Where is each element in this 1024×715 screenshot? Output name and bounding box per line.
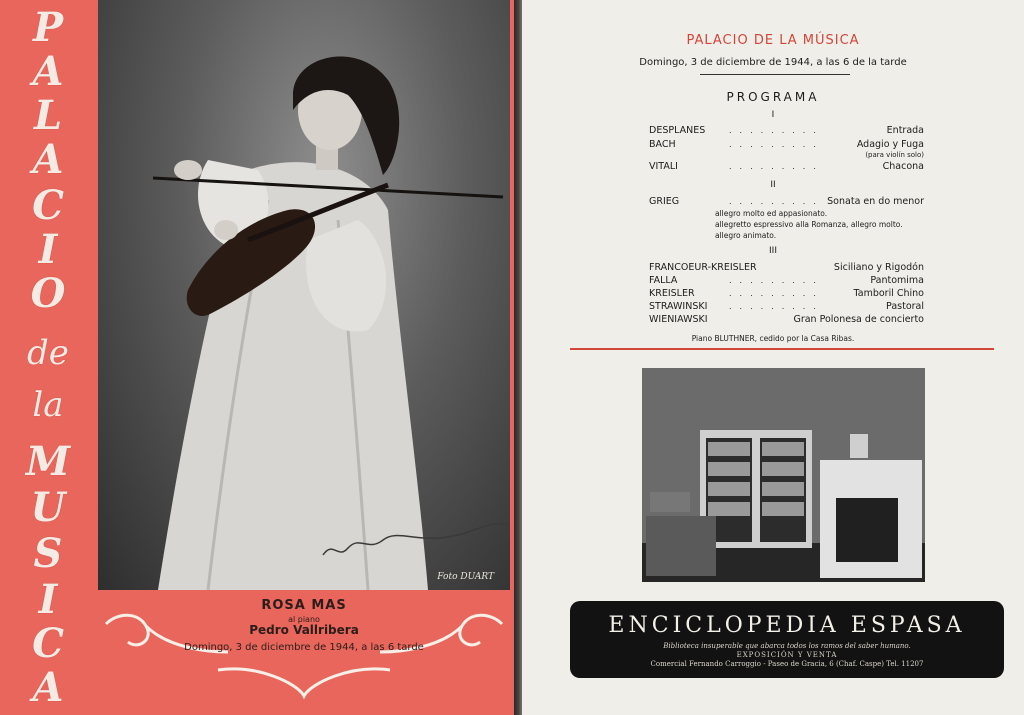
composer: FALLA: [649, 275, 678, 286]
book-spine: [514, 0, 522, 715]
piano-credit: Piano BLUTHNER, cedido por la Casa Ribas.: [691, 334, 855, 343]
title-letter: A: [32, 664, 64, 711]
ad-brand-name: ENCICLOPEDIA ESPASA: [608, 613, 966, 638]
composer: KREISLER: [649, 288, 695, 299]
work-title: Tamboril Chino: [853, 288, 924, 299]
performer-name: ROSA MAS: [261, 598, 347, 613]
ad-address: Comercial Fernando Carroggio - Paseo de Gracia, 6 (Chaf. Caspe) Tel. 11207: [650, 660, 924, 668]
concert-date: Domingo, 3 de diciembre de 1944, a las 6 de la tarde: [639, 57, 907, 68]
programme-title: PROGRAMA: [726, 90, 820, 104]
violinist-portrait-illustration: [98, 0, 510, 590]
title-word: de: [27, 333, 69, 373]
leader-dots: .........: [729, 197, 824, 206]
library-interior-photo: [642, 368, 925, 582]
work-title: Sonata en do menor: [827, 196, 924, 207]
leader-dots: .........: [729, 140, 824, 149]
title-letter: O: [30, 270, 66, 317]
encyclopedia-advertisement: [570, 601, 1004, 678]
title-letter: C: [32, 620, 64, 667]
work-title: Entrada: [886, 125, 924, 136]
composer: FRANCOEUR-KREISLER: [649, 262, 757, 273]
accompaniment-label: al piano: [288, 615, 320, 624]
work-title: Chacona: [882, 161, 924, 172]
leader-dots: .........: [729, 162, 824, 171]
program-page: [522, 0, 1024, 715]
library-room-illustration: [642, 368, 925, 582]
composer: BACH: [649, 139, 676, 150]
work-note: (para violín solo): [865, 151, 924, 159]
section-divider: [570, 348, 994, 350]
programme-item: [649, 262, 924, 274]
title-letter: I: [38, 576, 58, 623]
work-title: Gran Polonesa de concierto: [793, 314, 924, 325]
pianist-name: Pedro Vallribera: [249, 623, 359, 637]
movement: allegro molto ed appasionato.: [715, 209, 828, 218]
title-letter: C: [32, 182, 64, 229]
cover-caption: [98, 592, 510, 715]
leader-dots: .........: [729, 126, 824, 135]
composer: GRIEG: [649, 196, 680, 207]
title-letter: M: [25, 438, 71, 485]
part-numeral: I: [771, 110, 775, 120]
title-letter: L: [33, 92, 63, 139]
vertical-venue-title: [0, 0, 96, 715]
programme-item: [649, 288, 924, 300]
leader-dots: .........: [729, 302, 824, 311]
venue-heading: PALACIO DE LA MÚSICA: [686, 33, 860, 48]
leader-dots: .........: [729, 289, 824, 298]
part-numeral: II: [770, 180, 776, 190]
title-word: la: [32, 385, 64, 425]
movement: allegretto espressivo alla Romanza, allegro molto.: [715, 220, 903, 229]
programme-item: [649, 275, 924, 287]
photo-credit: Foto DUART: [437, 572, 494, 582]
programme-item: [649, 301, 924, 313]
title-letter: A: [32, 136, 64, 183]
work-title: Pantomima: [870, 275, 924, 286]
date-rule: [700, 74, 850, 75]
ad-exhibit-label: EXPOSICIÓN Y VENTA: [736, 651, 838, 659]
title-letter: U: [30, 484, 66, 531]
ad-tagline: Biblioteca insuperable que abarca todos los ramos del saber humano.: [663, 642, 911, 650]
composer: STRAWINSKI: [649, 301, 708, 312]
programme-item: [649, 139, 924, 151]
part-numeral: III: [769, 246, 777, 256]
programme-item: [649, 314, 924, 326]
programme-item: [649, 125, 924, 137]
title-letter: S: [33, 530, 63, 577]
composer: DESPLANES: [649, 125, 706, 136]
programme-item: [649, 196, 924, 208]
leader-dots: .........: [729, 276, 824, 285]
work-title: Siciliano y Rigodón: [833, 262, 924, 273]
title-letter: P: [32, 4, 64, 51]
cover-date: Domingo, 3 de diciembre de 1944, a las 6 tarde: [184, 642, 424, 653]
work-title: Adagio y Fuga: [856, 139, 924, 150]
title-letter: I: [38, 226, 58, 273]
composer: WIENIAWSKI: [649, 314, 708, 325]
composer: VITALI: [649, 161, 678, 172]
title-letter: A: [32, 48, 64, 95]
movement: allegro animato.: [715, 231, 777, 240]
violinist-portrait-photo: [98, 0, 510, 590]
programme-item: [649, 161, 924, 173]
work-title: Pastoral: [886, 301, 924, 312]
